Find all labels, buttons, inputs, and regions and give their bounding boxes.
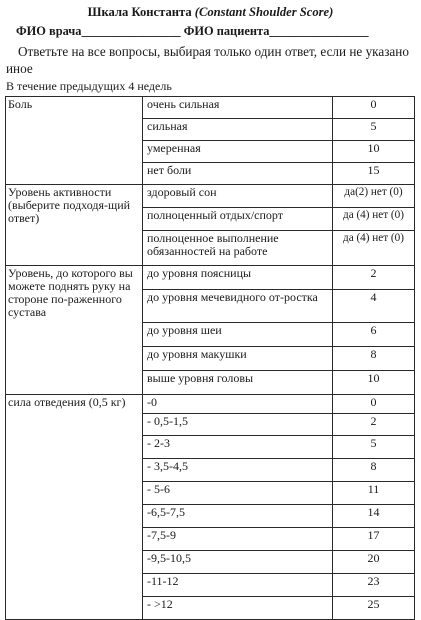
period-label: В течение предыдущих 4 недель <box>6 79 172 93</box>
points-cell: 23 <box>333 574 415 597</box>
option-cell: - 3,5-4,5 <box>143 459 333 482</box>
instruction-text: Ответьте на все вопросы, выбирая только один ответ, если не указано иное <box>6 44 409 76</box>
option-cell: до уровня мечевидного от-ростка <box>143 290 333 323</box>
option-cell: очень сильная <box>143 97 333 119</box>
document-title <box>0 5 421 20</box>
points-cell: 5 <box>333 119 415 141</box>
option-cell: - 5-6 <box>143 482 333 505</box>
category-cell: Уровень активности (выберите подходя-щий ответ) <box>6 185 143 266</box>
title-main: Шкала Константа <box>87 5 195 19</box>
points-cell: 5 <box>333 436 415 459</box>
option-cell: умеренная <box>143 141 333 163</box>
table-row <box>6 395 415 414</box>
option-cell: выше уровня головы <box>143 371 333 395</box>
option-cell: -6,5-7,5 <box>143 505 333 528</box>
points-cell: 11 <box>333 482 415 505</box>
option-cell: полноценное выполнение обязанностей на работе <box>143 231 333 266</box>
points-cell: 0 <box>333 395 415 414</box>
table-row <box>6 185 415 208</box>
category-cell: Уровень, до которого вы можете поднять руку на стороне по-раженного сустава <box>6 266 143 395</box>
option-cell: -0 <box>143 395 333 414</box>
fio-line: ФИО врача________________ ФИО пациента________________ <box>16 24 369 38</box>
option-cell: нет боли <box>143 163 333 185</box>
points-cell: 6 <box>333 323 415 347</box>
points-cell: 8 <box>333 347 415 371</box>
title-italic: (Constant Shoulder Score) <box>194 5 334 19</box>
category-cell: сила отведения (0,5 кг) <box>6 395 143 620</box>
points-cell: 15 <box>333 163 415 185</box>
option-cell: -11-12 <box>143 574 333 597</box>
score-table <box>5 96 415 620</box>
points-cell: да (4) нет (0) <box>333 208 415 231</box>
points-cell: да (4) нет (0) <box>333 231 415 266</box>
category-cell: Боль <box>6 97 143 185</box>
points-cell: 0 <box>333 97 415 119</box>
points-cell: 10 <box>333 371 415 395</box>
option-cell: -7,5-9 <box>143 528 333 551</box>
option-cell: -9,5-10,5 <box>143 551 333 574</box>
points-cell: 2 <box>333 414 415 436</box>
option-cell: сильная <box>143 119 333 141</box>
points-cell: 2 <box>333 266 415 290</box>
points-cell: 14 <box>333 505 415 528</box>
option-cell: - >12 <box>143 597 333 620</box>
table-row <box>6 97 415 119</box>
points-cell: да(2) нет (0) <box>333 185 415 208</box>
option-cell: полноценный отдых/спорт <box>143 208 333 231</box>
points-cell: 10 <box>333 141 415 163</box>
score-table-body <box>6 97 415 620</box>
option-cell: до уровня шеи <box>143 323 333 347</box>
points-cell: 20 <box>333 551 415 574</box>
points-cell: 4 <box>333 290 415 323</box>
points-cell: 17 <box>333 528 415 551</box>
points-cell: 8 <box>333 459 415 482</box>
option-cell: здоровый сон <box>143 185 333 208</box>
option-cell: до уровня поясницы <box>143 266 333 290</box>
points-cell: 25 <box>333 597 415 620</box>
option-cell: до уровня макушки <box>143 347 333 371</box>
option-cell: - 0,5-1,5 <box>143 414 333 436</box>
table-row <box>6 266 415 290</box>
option-cell: - 2-3 <box>143 436 333 459</box>
